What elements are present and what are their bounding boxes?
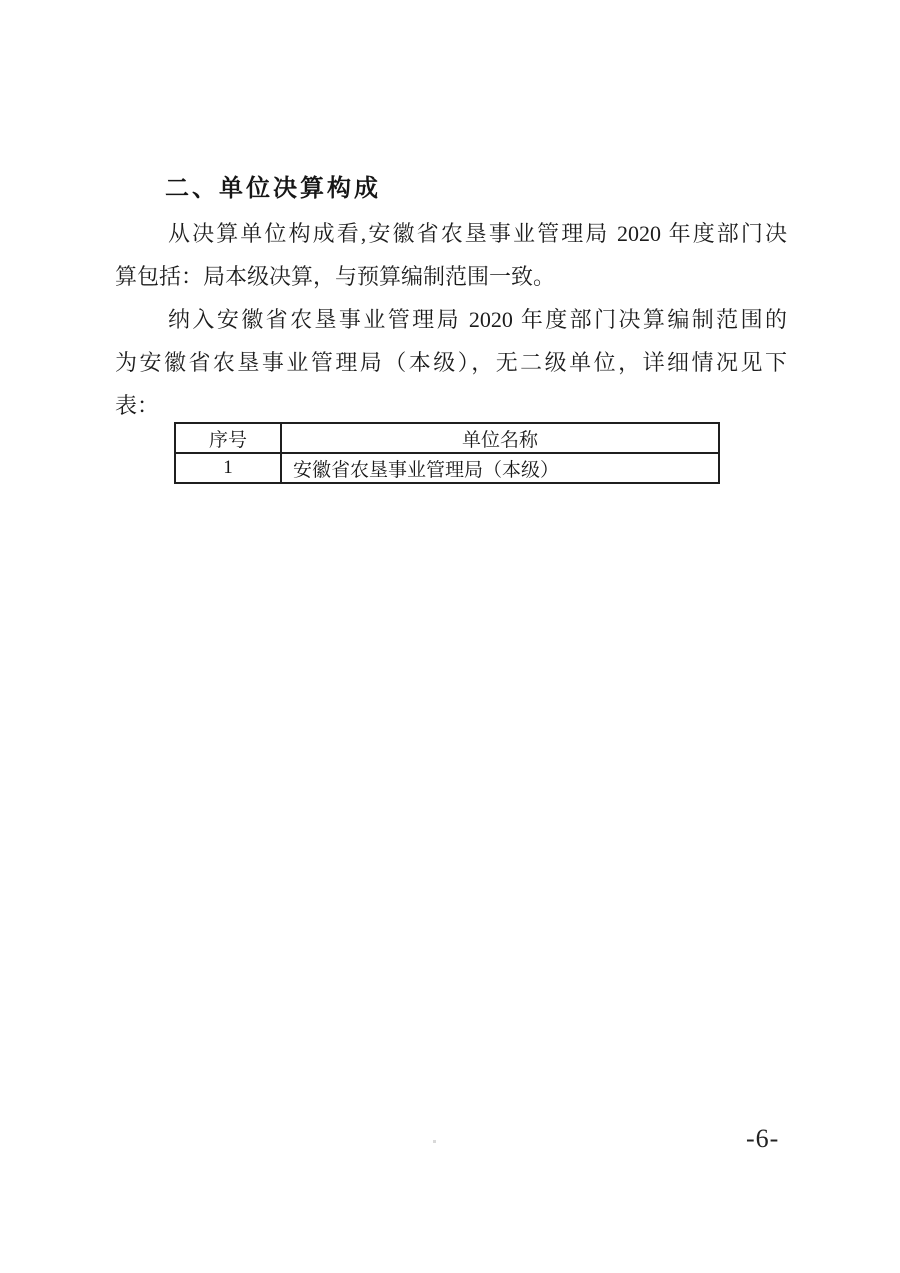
table-header-unit-name: 单位名称 (281, 423, 719, 453)
table-header-row (175, 423, 719, 453)
paragraph-1-line-2: 算包括：局本级决算，与预算编制范围一致。 (115, 264, 556, 289)
paragraph-2 (115, 298, 787, 427)
scan-artifact-speck (433, 1140, 436, 1143)
paragraph-2-line-3: 表： (115, 393, 160, 418)
page-number: -6- (746, 1124, 780, 1153)
table-cell-serial-number: 1 (175, 453, 281, 483)
paragraph-1-line-1: 从决算单位构成看,安徽省农垦事业管理局 2020 年度部门决 (168, 221, 787, 246)
table-header-serial-number: 序号 (175, 423, 281, 453)
table-row (175, 453, 719, 483)
unit-list-table (174, 422, 720, 484)
body-text (115, 212, 787, 427)
table-cell-unit-name: 安徽省农垦事业管理局（本级） (281, 453, 719, 483)
paragraph-2-line-1: 纳入安徽省农垦事业管理局 2020 年度部门决算编制范围的 (168, 307, 787, 332)
section-heading: 二、单位决算构成 (165, 175, 381, 202)
paragraph-2-line-2: 为安徽省农垦事业管理局（本级），无二级单位，详细情况见下 (115, 350, 787, 375)
paragraph-1 (115, 212, 787, 298)
